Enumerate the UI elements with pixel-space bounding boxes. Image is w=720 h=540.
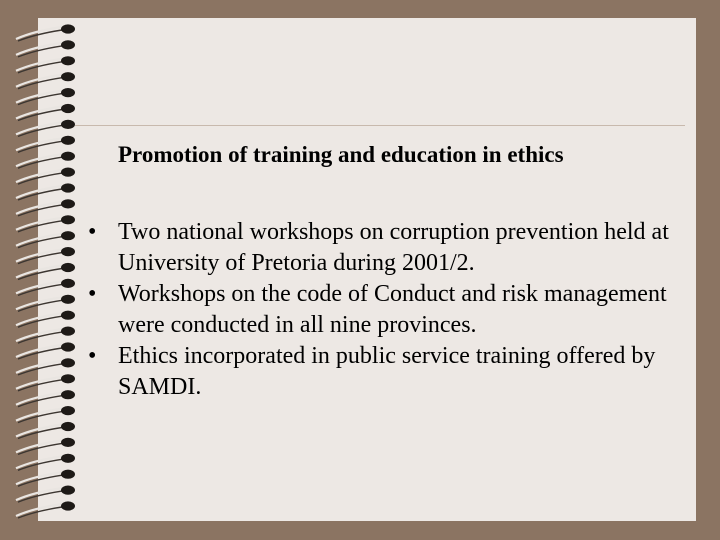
binding-ring bbox=[16, 152, 75, 169]
binding-ring bbox=[16, 104, 75, 121]
binding-ring bbox=[16, 231, 75, 248]
bullet-list bbox=[88, 217, 678, 403]
bullet-text: Workshops on the code of Conduct and risk management were conducted in all nine provinces. bbox=[118, 281, 667, 338]
binding-ring bbox=[16, 247, 75, 264]
binding-ring bbox=[16, 470, 75, 487]
binding-ring bbox=[16, 374, 75, 391]
binding-ring bbox=[16, 279, 75, 296]
binding-ring bbox=[16, 199, 75, 216]
binding-ring bbox=[16, 295, 75, 312]
slide-title: Promotion of training and education in ethics bbox=[118, 142, 564, 167]
spiral-binding bbox=[0, 0, 86, 540]
binding-ring bbox=[16, 501, 75, 518]
bullet-glyph: • bbox=[88, 219, 97, 245]
binding-ring bbox=[16, 454, 75, 471]
binding-ring bbox=[16, 486, 75, 503]
binding-ring bbox=[16, 183, 75, 200]
bullet-item bbox=[88, 217, 678, 279]
binding-ring bbox=[16, 327, 75, 344]
binding-ring bbox=[16, 40, 75, 57]
binding-ring bbox=[16, 215, 75, 232]
binding-ring bbox=[16, 88, 75, 105]
title-divider bbox=[75, 125, 685, 126]
binding-ring bbox=[16, 311, 75, 328]
binding-ring bbox=[16, 136, 75, 153]
bullet-text: Ethics incorporated in public service training offered by SAMDI. bbox=[118, 343, 656, 400]
binding-ring bbox=[16, 56, 75, 73]
binding-ring bbox=[16, 24, 75, 41]
bullet-item bbox=[88, 279, 678, 341]
bullet-item bbox=[88, 341, 678, 403]
binding-ring bbox=[16, 438, 75, 455]
bullet-glyph: • bbox=[88, 281, 97, 307]
binding-ring bbox=[16, 390, 75, 407]
bullet-glyph: • bbox=[88, 343, 97, 369]
binding-ring bbox=[16, 342, 75, 359]
binding-ring bbox=[16, 422, 75, 439]
binding-ring bbox=[16, 72, 75, 89]
binding-ring bbox=[16, 406, 75, 423]
binding-ring bbox=[16, 263, 75, 280]
binding-ring bbox=[16, 358, 75, 375]
binding-ring bbox=[16, 168, 75, 185]
bullet-text: Two national workshops on corruption prevention held at University of Pretoria during 2001/2. bbox=[118, 219, 669, 276]
binding-ring bbox=[16, 120, 75, 137]
